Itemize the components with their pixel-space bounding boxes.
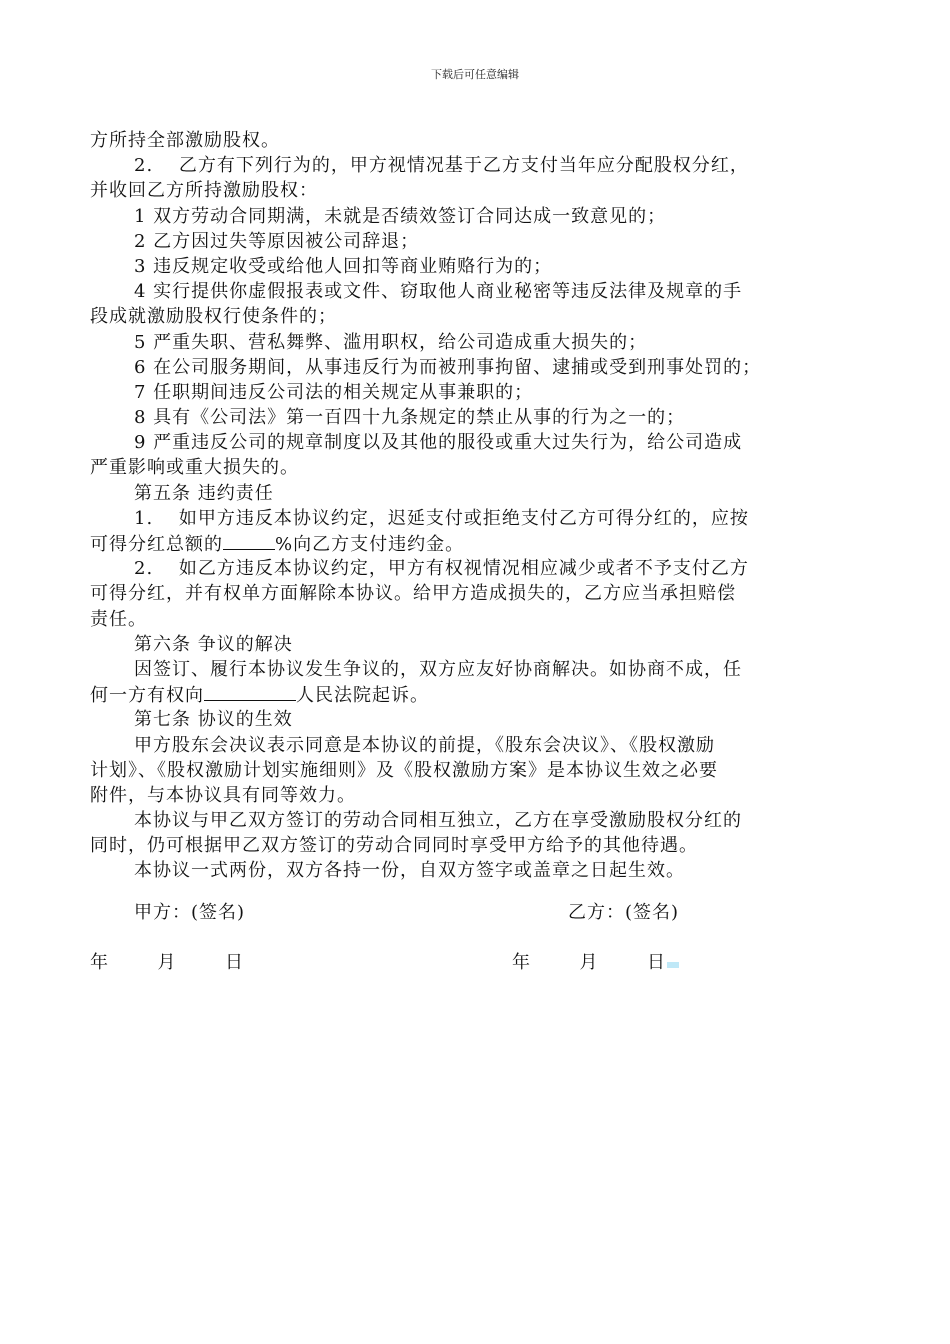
text-line: [90, 128, 858, 153]
line-text: 因签订、履行本协议发生争议的，双方应友好协商解决。如协商不成，任: [134, 658, 742, 680]
line-text: 5 严重失职、营私舞弊、滥用职权，给公司造成重大损失的；: [134, 331, 648, 353]
text-line: [90, 330, 858, 355]
text-line: [90, 254, 858, 279]
party-b-signature: 乙方：(签名): [568, 902, 680, 923]
text-line: [90, 355, 858, 380]
line-text: 段成就激励股权行使条件的；: [90, 306, 337, 328]
text-line: [90, 657, 858, 682]
line-text: 第六条 争议的解决: [134, 633, 293, 655]
text-line: [90, 833, 858, 858]
line-text: 本协议与甲乙双方签订的劳动合同相互独立，乙方在享受激励股权分红的: [134, 810, 742, 832]
text-line: [90, 481, 858, 506]
text-line: [90, 229, 858, 254]
party-a-signature: 甲方：(签名): [134, 902, 246, 923]
line-text-after: 人民法院起诉。: [296, 685, 429, 707]
day-label: 日: [646, 952, 665, 973]
line-text: 附件，与本协议具有同等效力。: [90, 784, 356, 806]
text-line: [90, 204, 858, 229]
text-line: [90, 632, 858, 657]
text-line: [90, 380, 858, 405]
fill-in-blank: [223, 531, 275, 550]
line-text: 方所持全部激励股权。: [90, 130, 280, 151]
text-line: [90, 556, 858, 581]
agreement-body: [90, 128, 858, 884]
party-b-date: [512, 948, 679, 974]
line-text: 1. 如甲方违反本协议约定，迟延支付或拒绝支付乙方可得分红的，应按: [134, 507, 749, 529]
fill-in-blank: [204, 682, 296, 701]
line-text: 1 双方劳动合同期满，未就是否绩效签订合同达成一致意见的；: [134, 205, 667, 227]
text-line: [90, 707, 858, 732]
line-text: 可得分红，并有权单方面解除本协议。给甲方造成损失的，乙方应当承担赔偿: [90, 583, 736, 605]
line-text: 并收回乙方所持激励股权：: [90, 180, 318, 202]
text-line: [90, 733, 858, 758]
month-label: 月: [157, 952, 176, 973]
text-line: [90, 682, 858, 707]
text-line: [90, 506, 858, 531]
line-text: 何一方有权向: [90, 685, 204, 707]
text-line: [90, 858, 858, 883]
day-label: 日: [224, 952, 243, 973]
line-text: 严重影响或重大损失的。: [90, 457, 299, 479]
text-line: [90, 455, 858, 480]
line-text: 同时，仍可根据甲乙双方签订的劳动合同同时享受甲方给予的其他待遇。: [90, 835, 698, 857]
line-text: 可得分红总额的: [90, 534, 223, 555]
text-line: [90, 153, 858, 178]
text-line: [90, 607, 858, 632]
line-text: 3 违反规定收受或给他人回扣等商业贿赂行为的；: [134, 255, 553, 277]
text-line: [90, 178, 858, 203]
line-text: 责任。: [90, 608, 147, 630]
line-text: 9 严重违反公司的规章制度以及其他的服役或重大过失行为，给公司造成: [134, 432, 743, 454]
text-line: [90, 279, 858, 304]
line-text: 计划》、《股权激励计划实施细则》及《股权激励方案》是本协议生效之必要: [90, 759, 718, 781]
text-line: [90, 581, 858, 606]
text-line: [90, 304, 858, 329]
line-text-after: %向乙方支付违约金。: [275, 534, 465, 555]
month-label: 月: [579, 952, 598, 973]
line-text: 6 在公司服务期间，从事违反行为而被刑事拘留、逮捕或受到刑事处罚的；: [134, 356, 762, 378]
text-line: [90, 531, 858, 556]
line-text: 2. 如乙方违反本协议约定，甲方有权视情况相应减少或者不予支付乙方: [134, 558, 749, 580]
year-label: 年: [512, 952, 530, 973]
page-header: 下载后可任意编辑: [431, 68, 519, 81]
line-text: 7 任职期间违反公司法的相关规定从事兼职的；: [134, 381, 534, 403]
line-text: 4 实行提供你虚假报表或文件、窃取他人商业秘密等违反法律及规章的手: [134, 281, 743, 303]
text-line: [90, 808, 858, 833]
line-text: 甲方股东会决议表示同意是本协议的前提，《股东会决议》、《股权激励: [134, 734, 715, 756]
text-line: [90, 783, 858, 808]
text-line: [90, 405, 858, 430]
text-line: [90, 430, 858, 455]
line-text: 2 乙方因过失等原因被公司辞退；: [134, 230, 420, 252]
cursor-marker: [667, 962, 679, 968]
line-text: 第五条 违约责任: [134, 482, 274, 504]
line-text: 2. 乙方有下列行为的，甲方视情况基于乙方支付当年应分配股权分红，: [134, 155, 749, 177]
party-a-date: [90, 948, 243, 974]
text-line: [90, 758, 858, 783]
year-label: 年: [90, 952, 108, 973]
line-text: 8 具有《公司法》第一百四十九条规定的禁止从事的行为之一的；: [134, 407, 686, 429]
line-text: 本协议一式两份，双方各持一份，自双方签字或盖章之日起生效。: [134, 860, 685, 882]
line-text: 第七条 协议的生效: [134, 709, 293, 731]
